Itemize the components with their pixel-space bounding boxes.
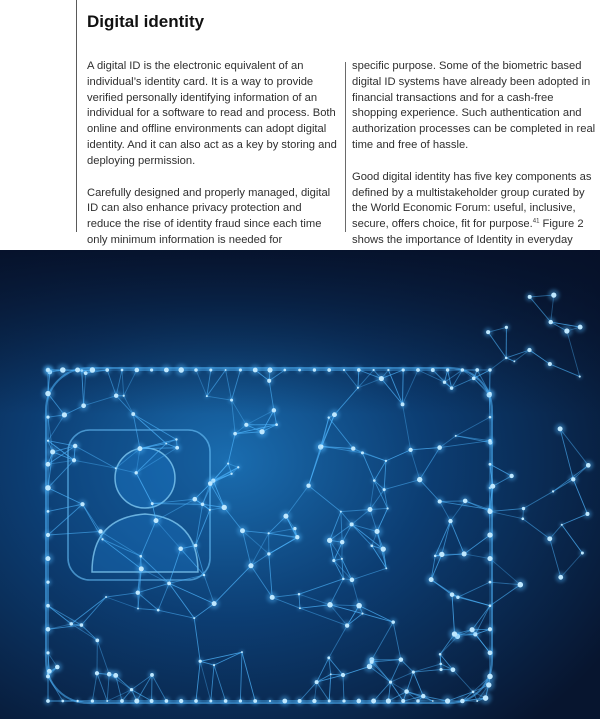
mesh-node: [509, 474, 513, 478]
mesh-node: [345, 623, 349, 627]
mesh-node: [401, 402, 405, 406]
mesh-node: [175, 446, 179, 450]
mesh-node: [194, 544, 197, 547]
mesh-node: [450, 592, 455, 597]
mesh-node: [139, 555, 142, 558]
mesh-node: [150, 673, 154, 677]
mesh-node: [115, 467, 117, 469]
mesh-node: [578, 325, 583, 330]
mesh-node: [120, 699, 124, 703]
mesh-node: [230, 473, 232, 475]
mesh-node: [362, 613, 364, 615]
mesh-node: [46, 462, 51, 467]
mesh-node: [62, 412, 67, 417]
mesh-node: [114, 393, 118, 397]
mesh-node: [157, 609, 160, 612]
mesh-node: [547, 536, 552, 541]
mesh-node: [439, 663, 442, 666]
mesh-node: [476, 700, 478, 702]
mesh-node: [80, 502, 84, 506]
mesh-node: [222, 505, 227, 510]
mesh-node: [209, 368, 212, 371]
mesh-node: [90, 367, 96, 373]
mesh-node: [327, 538, 332, 543]
mesh-node: [270, 595, 275, 600]
mesh-node: [408, 448, 412, 452]
mesh-node: [417, 477, 422, 482]
mesh-node: [75, 367, 80, 372]
mesh-node: [558, 426, 563, 431]
paragraph: specific purpose. Some of the biometric based digital ID systems have already been adopted in financial transactions and for a cash-free shopping experience. Such authentication and authorization processes can be completed in real time and free of hassle.: [352, 60, 596, 151]
mesh-node: [95, 638, 99, 642]
mesh-node: [488, 392, 491, 395]
mesh-node: [488, 368, 491, 371]
mesh-node: [295, 535, 299, 539]
section-heading: Digital identity: [87, 12, 205, 31]
mesh-node: [356, 603, 362, 609]
mesh-node: [46, 556, 51, 561]
mesh-node: [47, 440, 49, 442]
mesh-node: [383, 488, 386, 491]
mesh-node: [332, 412, 337, 417]
paragraph: Carefully designed and properly managed, digital ID can also enhance privacy protection and reduce the rise of identity fraud since each time only minimum information is needed for: [87, 186, 331, 246]
column-divider: [345, 62, 346, 232]
mesh-node: [564, 328, 569, 333]
mesh-node: [139, 566, 144, 571]
mesh-node: [421, 694, 425, 698]
mesh-node: [164, 368, 169, 373]
mesh-node: [239, 699, 242, 702]
mesh-node: [487, 532, 492, 537]
mesh-node: [585, 512, 589, 516]
mesh-node: [558, 575, 563, 580]
mesh-node: [579, 376, 581, 378]
mesh-node: [402, 368, 405, 371]
mesh-node: [438, 499, 442, 503]
mesh-node: [91, 699, 94, 702]
mesh-node: [328, 699, 331, 702]
mesh-node: [123, 395, 125, 397]
mesh-node: [95, 671, 99, 675]
mesh-node: [463, 499, 468, 504]
mesh-node: [404, 689, 409, 694]
mesh-node: [483, 695, 489, 701]
mesh-node: [208, 481, 213, 486]
mesh-node: [80, 623, 84, 627]
mesh-node: [443, 381, 446, 384]
mesh-node: [282, 699, 287, 704]
left-column: [87, 59, 337, 281]
paragraph: A digital ID is the electronic equivalent of an individual’s identity card. It is a way to provide verified personally identifying information of an individual for a software to read and process. Both online and offline environments can adopt digital identity. And it can also act as a key by storing and deploying permission.: [87, 60, 337, 167]
mesh-node: [487, 674, 493, 680]
mesh-node: [437, 445, 442, 450]
mesh-node: [46, 699, 50, 703]
mesh-node: [46, 416, 49, 419]
mesh-node: [137, 608, 139, 610]
mesh-node: [45, 485, 51, 491]
mesh-node: [135, 471, 138, 474]
mesh-node: [486, 330, 490, 334]
mesh-node: [489, 604, 492, 607]
mesh-node: [194, 699, 198, 703]
mesh-node: [46, 627, 51, 632]
mesh-node: [239, 368, 242, 371]
mesh-node: [199, 660, 202, 663]
mesh-node: [487, 509, 492, 514]
mesh-node: [518, 582, 524, 588]
mesh-node: [46, 651, 49, 654]
mesh-node: [561, 524, 563, 526]
mesh-node: [76, 700, 78, 702]
mesh-node: [375, 529, 380, 534]
mesh-node: [237, 466, 239, 468]
mesh-node: [372, 369, 374, 371]
mesh-node: [298, 699, 302, 703]
mesh-node: [98, 529, 102, 533]
mesh-node: [571, 477, 575, 481]
mesh-node: [341, 673, 345, 677]
mesh-node: [150, 699, 154, 703]
mesh-node: [306, 483, 310, 487]
mesh-node: [401, 699, 405, 703]
mesh-node: [315, 680, 319, 684]
mesh-node: [240, 528, 245, 533]
mesh-node: [275, 423, 278, 426]
identity-card-illustration: [0, 250, 600, 719]
mesh-node: [73, 444, 77, 448]
mesh-node: [505, 357, 508, 360]
mesh-node: [448, 519, 452, 523]
mesh-node: [330, 673, 332, 675]
mesh-node: [105, 596, 107, 598]
mesh-node: [101, 538, 103, 540]
mesh-node: [320, 445, 323, 448]
mesh-node: [283, 369, 286, 372]
mesh-node: [386, 698, 391, 703]
margin-rule: [76, 0, 77, 232]
mesh-node: [340, 511, 342, 513]
mesh-node: [192, 497, 197, 502]
mesh-node: [293, 527, 296, 530]
mesh-node: [206, 395, 208, 397]
mesh-node: [209, 699, 212, 702]
mesh-node: [490, 484, 495, 489]
mesh-node: [379, 376, 384, 381]
mesh-node: [387, 507, 389, 509]
mesh-node: [385, 460, 387, 462]
mesh-node: [350, 578, 355, 583]
mesh-node: [248, 563, 253, 568]
mesh-node: [371, 699, 376, 704]
mesh-node: [106, 700, 108, 702]
mesh-node: [521, 517, 524, 520]
mesh-node: [272, 408, 276, 412]
mesh-node: [327, 656, 330, 659]
mesh-node: [267, 552, 270, 555]
mesh-node: [367, 507, 372, 512]
mesh-node: [446, 368, 449, 371]
mesh-node: [283, 514, 288, 519]
mesh-node: [522, 507, 525, 510]
mesh-node: [179, 699, 183, 703]
mesh-node: [387, 369, 389, 371]
document-section: [0, 0, 600, 250]
mesh-node: [399, 657, 404, 662]
mesh-node: [472, 376, 476, 380]
mesh-node: [356, 699, 361, 704]
mesh-node: [340, 540, 344, 544]
mesh-node: [267, 379, 271, 383]
mesh-node: [150, 368, 153, 371]
mesh-node: [451, 667, 456, 672]
mesh-node: [154, 518, 159, 523]
mesh-node: [259, 429, 264, 434]
mesh-node: [193, 617, 195, 619]
mesh-node: [488, 627, 492, 631]
mesh-node: [312, 699, 316, 703]
mesh-node: [431, 368, 435, 372]
mesh-node: [60, 367, 66, 373]
mesh-node: [46, 368, 50, 372]
mesh-node: [469, 627, 474, 632]
mesh-node: [342, 699, 345, 702]
mesh-node: [45, 391, 50, 396]
mesh-node: [230, 399, 233, 402]
mesh-node: [121, 369, 124, 372]
right-column: [352, 59, 600, 281]
mesh-node: [357, 387, 359, 389]
mesh-node: [61, 700, 64, 703]
mesh-node: [489, 463, 492, 466]
mesh-node: [244, 423, 248, 427]
mesh-node: [299, 607, 301, 609]
mesh-node: [113, 673, 118, 678]
mesh-node: [136, 591, 140, 595]
mesh-node: [105, 368, 109, 372]
mesh-node: [151, 502, 154, 505]
mesh-node: [351, 446, 355, 450]
mesh-node: [586, 463, 591, 468]
mesh-node: [432, 700, 434, 702]
mesh-node: [429, 577, 434, 582]
mesh-node: [370, 660, 374, 664]
mesh-node: [137, 446, 142, 451]
mesh-node: [327, 368, 331, 372]
mesh-node: [513, 360, 515, 362]
mesh-node: [450, 386, 453, 389]
mesh-node: [46, 533, 50, 537]
mesh-node: [455, 435, 457, 437]
mesh-node: [361, 451, 364, 454]
mesh-node: [488, 650, 493, 655]
mesh-node: [253, 699, 257, 703]
mesh-node: [488, 439, 491, 442]
mesh-node: [46, 580, 49, 583]
mesh-node: [434, 555, 437, 558]
mesh-node: [225, 369, 227, 371]
mesh-node: [167, 581, 171, 585]
mesh-node: [412, 671, 415, 674]
mesh-node: [416, 699, 420, 703]
mesh-node: [385, 567, 387, 569]
mesh-node: [130, 688, 133, 691]
mesh-node: [241, 651, 243, 653]
mesh-node: [327, 602, 333, 608]
mesh-node: [472, 690, 475, 693]
mesh-node: [47, 510, 50, 513]
mesh-node: [213, 664, 215, 666]
footnote-reference: 41: [532, 218, 540, 225]
mesh-node: [528, 295, 532, 299]
mesh-node: [439, 552, 444, 557]
mesh-node: [389, 680, 392, 683]
mesh-node: [391, 620, 395, 624]
paragraph-text: Figure 2 shows the importance of Identity in everyday: [352, 218, 584, 246]
wireframe-card-graphic: [0, 250, 600, 719]
mesh-node: [486, 682, 491, 687]
mesh-node: [332, 559, 335, 562]
mesh-node: [343, 369, 345, 371]
mesh-node: [201, 503, 205, 507]
mesh-node: [489, 581, 492, 584]
mesh-node: [55, 665, 60, 670]
mesh-node: [267, 367, 272, 372]
mesh-node: [487, 556, 492, 561]
mesh-node: [505, 326, 508, 329]
mesh-node: [165, 699, 169, 703]
mesh-node: [452, 631, 457, 636]
mesh-node: [342, 578, 344, 580]
mesh-node: [350, 522, 354, 526]
mesh-node: [475, 368, 479, 372]
mesh-node: [134, 698, 139, 703]
avatar-head: [115, 448, 175, 508]
mesh-node: [551, 292, 556, 297]
mesh-node: [224, 699, 228, 703]
mesh-node: [69, 622, 73, 626]
mesh-node: [233, 432, 237, 436]
mesh-node: [298, 593, 300, 595]
mesh-node: [313, 368, 316, 371]
mesh-node: [460, 699, 465, 704]
mesh-node: [381, 546, 386, 551]
mesh-node: [175, 438, 177, 440]
mesh-node: [268, 532, 270, 534]
mesh-node: [439, 653, 442, 656]
mesh-node: [581, 552, 584, 555]
mesh-node: [178, 367, 184, 373]
mesh-node: [461, 368, 465, 372]
mesh-node: [212, 601, 217, 606]
mesh-node: [203, 574, 205, 576]
mesh-node: [46, 674, 50, 678]
mesh-node: [298, 369, 301, 372]
mesh-node: [341, 558, 343, 560]
mesh-node: [165, 443, 167, 445]
mesh-node: [178, 546, 183, 551]
mesh-node: [134, 368, 139, 373]
mesh-node: [253, 368, 258, 373]
mesh-node: [416, 368, 420, 372]
mesh-node: [50, 449, 55, 454]
mesh-node: [131, 412, 135, 416]
mesh-node: [527, 348, 531, 352]
mesh-node: [46, 604, 50, 608]
mesh-node: [439, 668, 442, 671]
mesh-node: [548, 362, 552, 366]
mesh-node: [81, 403, 86, 408]
mesh-node: [194, 368, 198, 372]
paragraph-text: Good digital identity has five key components as defined by a multistakeholder group curated by the World Economic Forum: useful, inclusive, secure, offers choice, fit for purpose.: [352, 170, 592, 231]
mesh-node: [549, 320, 553, 324]
mesh-node: [489, 416, 492, 419]
mesh-node: [552, 490, 554, 492]
mesh-node: [209, 509, 211, 511]
mesh-node: [370, 544, 373, 547]
mesh-node: [357, 368, 361, 372]
mesh-node: [373, 479, 376, 482]
mesh-node: [462, 551, 467, 556]
mesh-node: [72, 458, 76, 462]
mesh-node: [227, 463, 229, 465]
mesh-node: [445, 698, 450, 703]
mesh-node: [269, 700, 271, 702]
